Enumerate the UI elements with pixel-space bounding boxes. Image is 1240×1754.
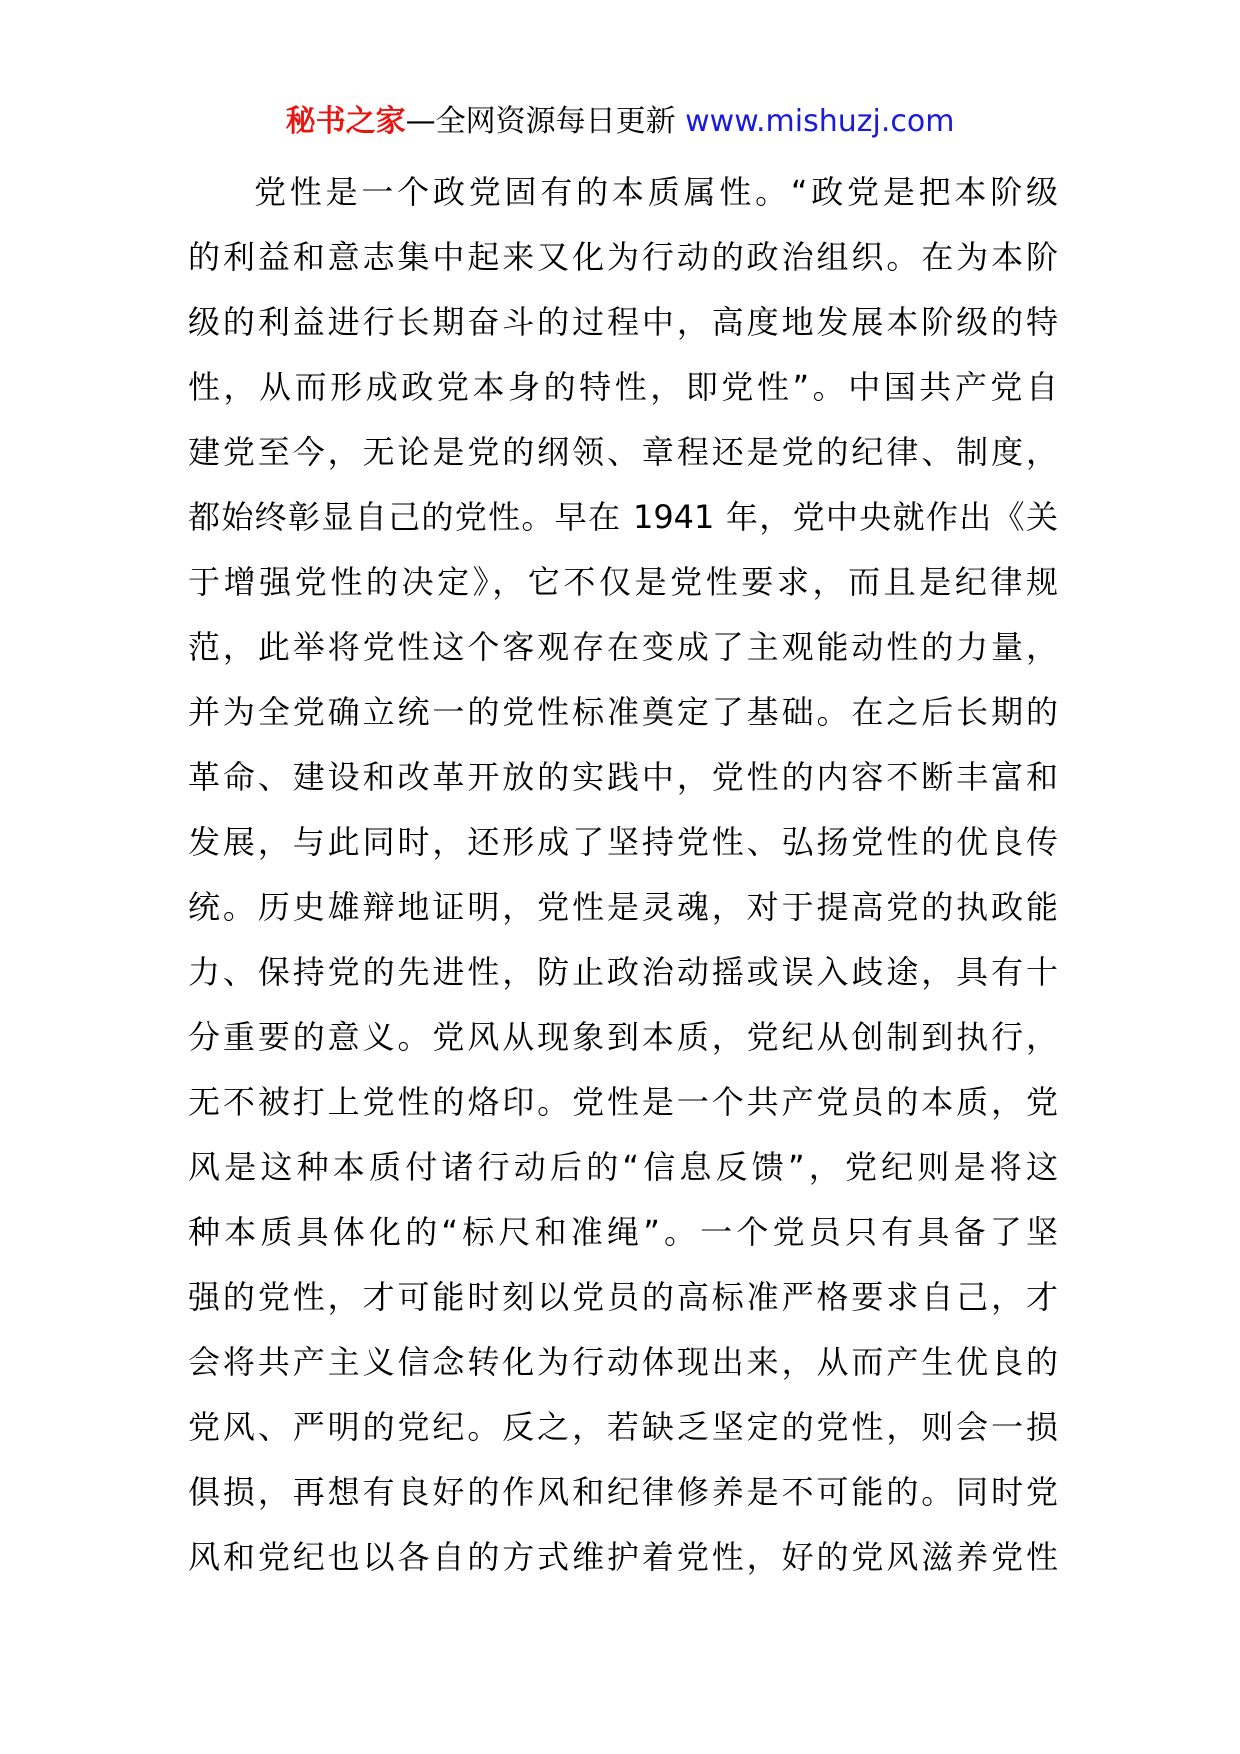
- text-line: 会将共产主义信念转化为行动体现出来，从而产生优良的: [188, 1343, 1058, 1381]
- text-line: 俱损，再想有良好的作风和纪律修养是不可能的。同时党: [188, 1473, 1058, 1511]
- text-line: 发展，与此同时，还形成了坚持党性、弘扬党性的优良传: [188, 823, 1058, 861]
- text-line: 级的利益进行长期奋斗的过程中，高度地发展本阶级的特: [188, 303, 1058, 341]
- text-line: 党性是一个政党固有的本质属性。“政党是把本阶级: [254, 173, 1058, 211]
- text-line: 范，此举将党性这个客观存在变成了主观能动性的力量，: [188, 628, 1058, 666]
- text-line: 性，从而形成政党本身的特性，即党性”。中国共产党自: [188, 368, 1058, 406]
- text-line: 分重要的意义。党风从现象到本质，党纪从创制到执行，: [188, 1018, 1058, 1056]
- text-line: 种本质具体化的“标尺和准绳”。一个党员只有具备了坚: [188, 1213, 1058, 1251]
- text-line: 无不被打上党性的烙印。党性是一个共产党员的本质，党: [188, 1083, 1058, 1121]
- text-line: 风是这种本质付诸行动后的“信息反馈”，党纪则是将这: [188, 1148, 1058, 1186]
- brand-name: 秘书之家: [285, 104, 406, 139]
- text-line: 党风、严明的党纪。反之，若缺乏坚定的党性，则会一损: [188, 1408, 1058, 1446]
- text-line: 的利益和意志集中起来又化为行动的政治组织。在为本阶: [188, 238, 1058, 276]
- text-line: 统。历史雄辩地证明，党性是灵魂，对于提高党的执政能: [188, 888, 1058, 926]
- text-line: 力、保持党的先进性，防止政治动摇或误入歧途，具有十: [188, 953, 1058, 991]
- header-slogan: —全网资源每日更新: [405, 104, 686, 139]
- page-header: [0, 102, 1240, 142]
- text-line: 风和党纪也以各自的方式维护着党性，好的党风滋养党性: [188, 1538, 1058, 1576]
- text-line: 于增强党性的决定》，它不仅是党性要求，而且是纪律规: [188, 563, 1058, 601]
- article-paragraph: [188, 160, 1058, 1590]
- text-line: 建党至今，无论是党的纲领、章程还是党的纪律、制度，: [188, 433, 1058, 471]
- site-url-link[interactable]: www.mishuzj.com: [685, 104, 955, 139]
- text-line: 强的党性，才可能时刻以党员的高标准严格要求自己，才: [188, 1278, 1058, 1316]
- text-line: 都始终彰显自己的党性。早在 1941 年，党中央就作出《关: [188, 498, 1058, 536]
- text-line: 并为全党确立统一的党性标准奠定了基础。在之后长期的: [188, 693, 1058, 731]
- text-line: 革命、建设和改革开放的实践中，党性的内容不断丰富和: [188, 758, 1058, 796]
